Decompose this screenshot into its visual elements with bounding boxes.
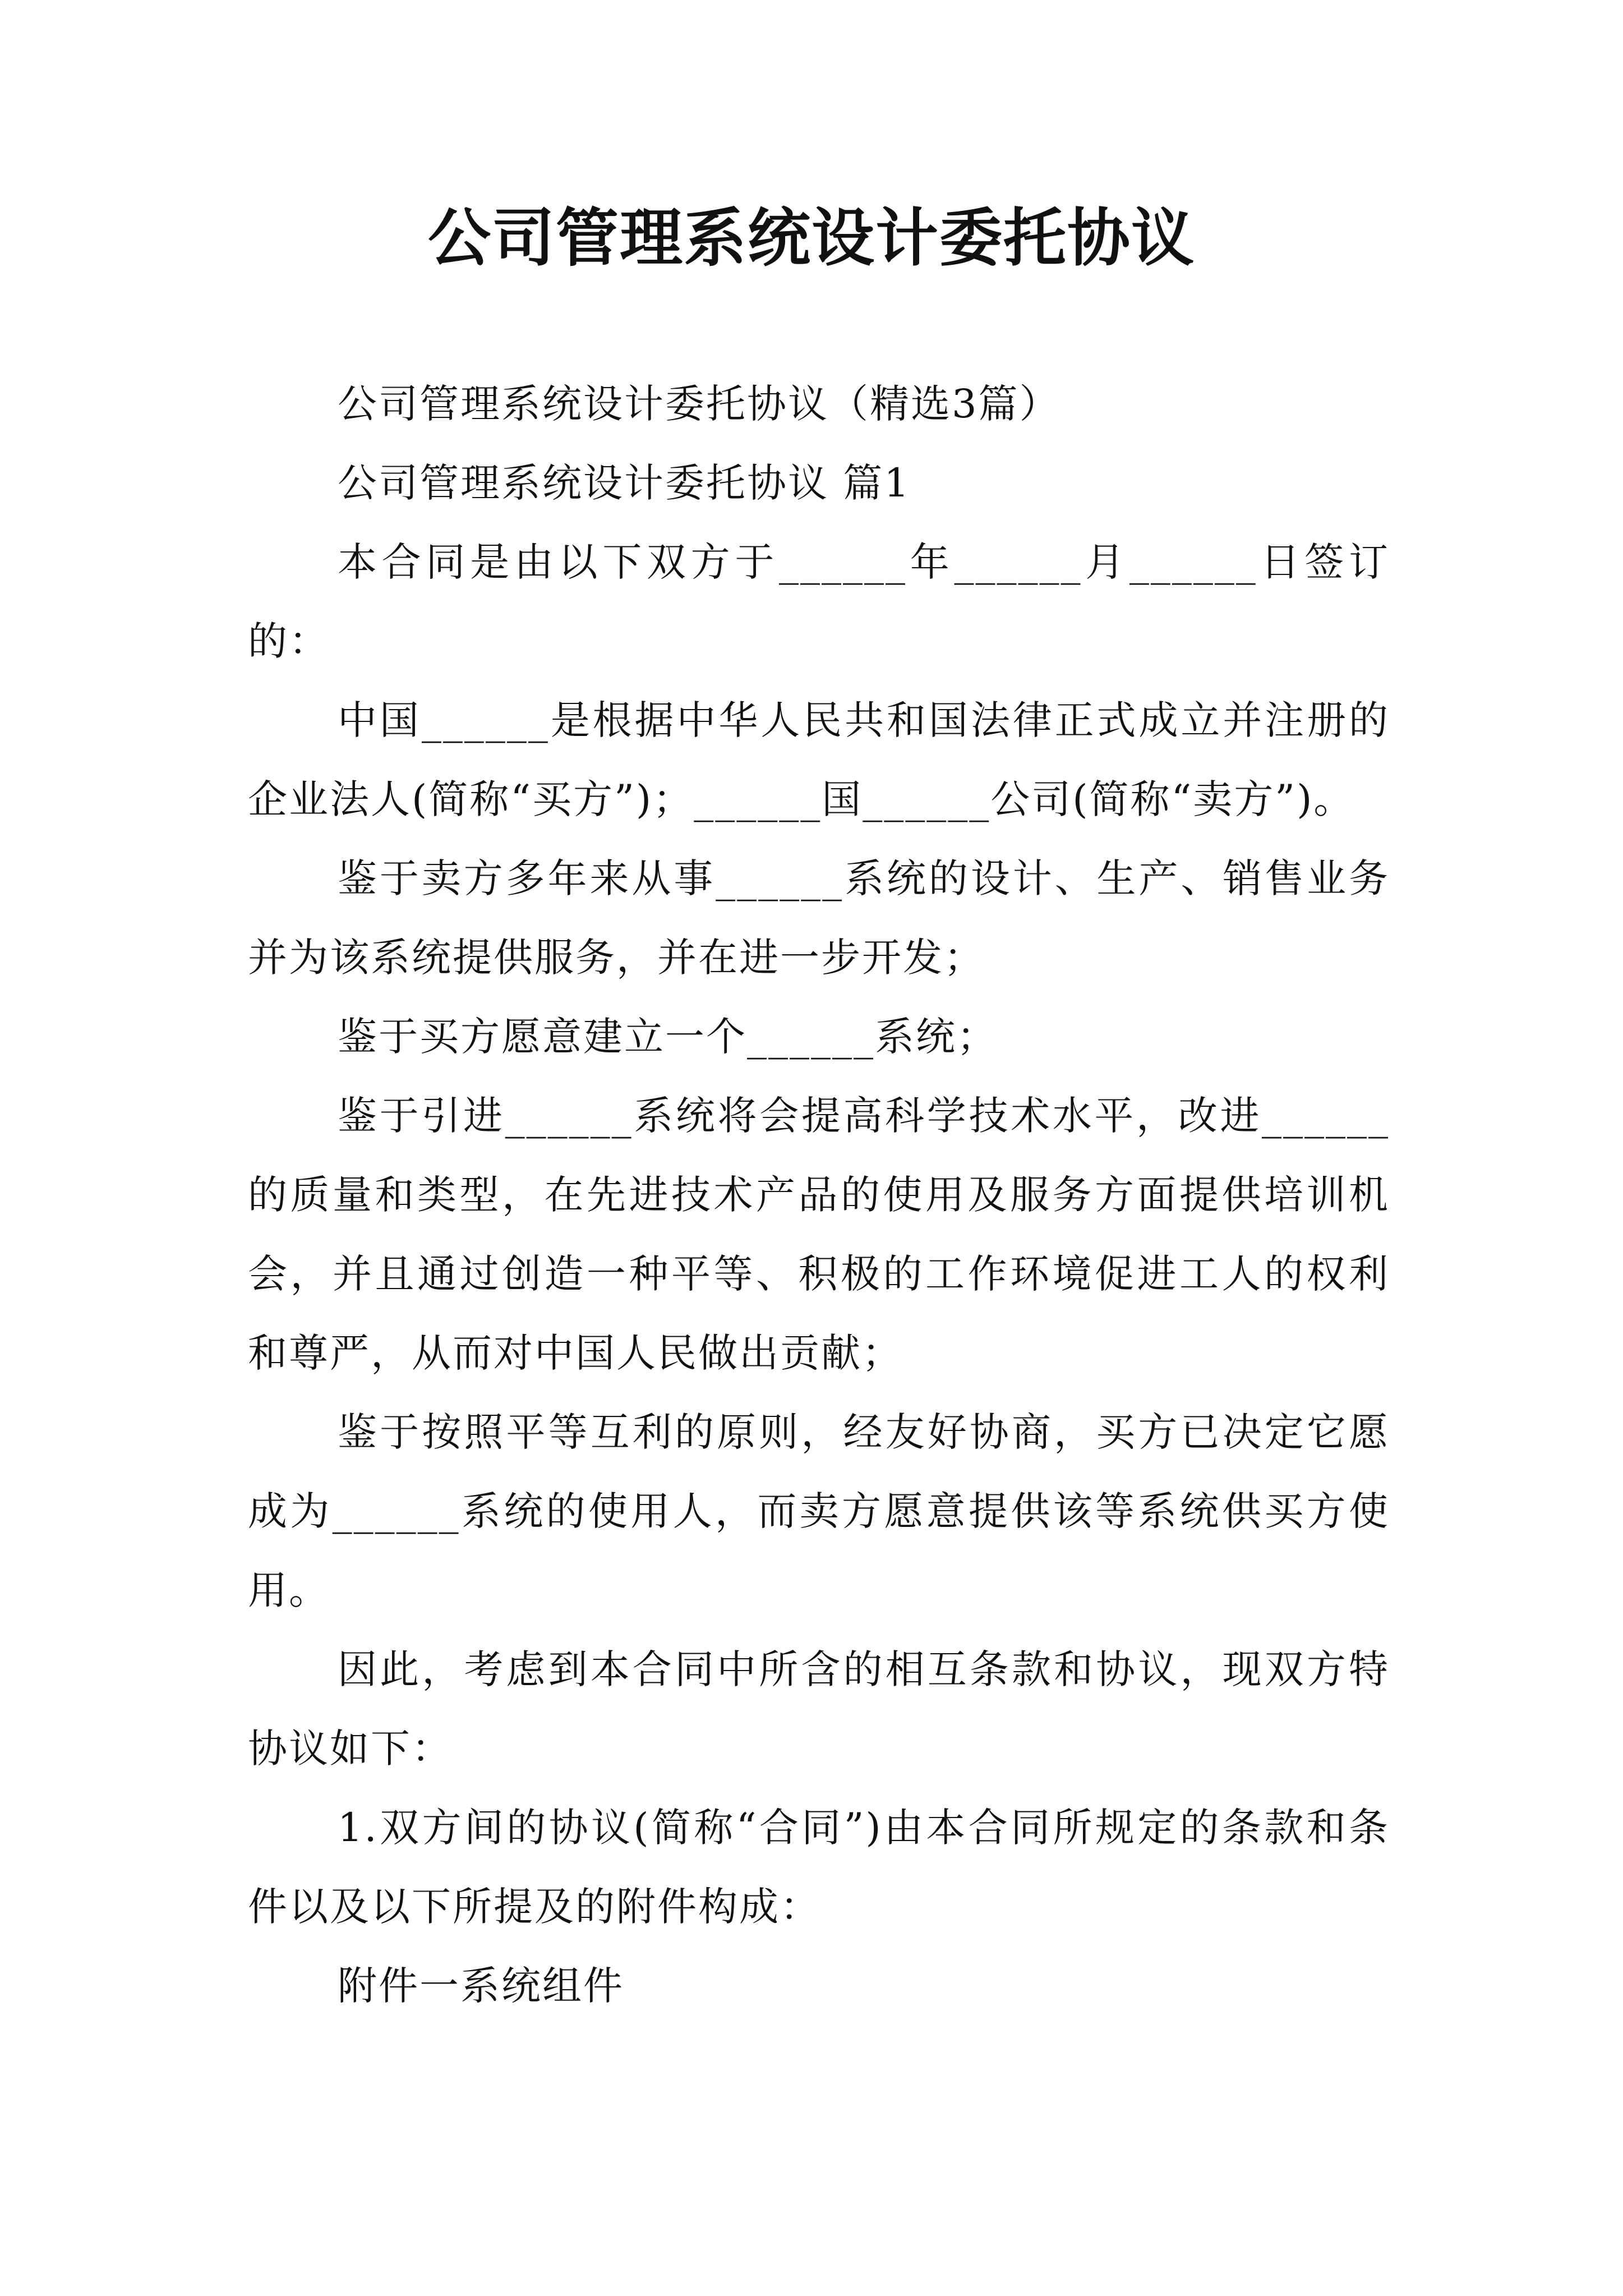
paragraph-introduction-benefits: 鉴于引进______系统将会提高科学技术水平，改进______的质量和类型，在先进技术产品的使用及服务方面提供培训机会，并且通过创造一种平等、积极的工作环境促进工人的权利和尊严，从而对中国人民做出贡献； bbox=[248, 1093, 1390, 1376]
document-title: 公司管理系统设计委托协议 bbox=[428, 201, 1195, 275]
paragraph-parties: 中国______是根据中华人民共和国法律正式成立并注册的企业法人(简称“买方”)；______国______公司(简称“卖方”)。 bbox=[248, 697, 1390, 822]
paragraph-subtitle: 公司管理系统设计委托协议（精选3篇） bbox=[338, 381, 1061, 427]
paragraph-contract-date: 本合同是由以下双方于______年______月______日签订的： bbox=[248, 539, 1390, 664]
paragraph-buyer-intent: 鉴于买方愿意建立一个______系统； bbox=[338, 1014, 998, 1060]
paragraph-mutual-benefit: 鉴于按照平等互利的原则，经友好协商，买方已决定它愿成为______系统的使用人，而卖方愿意提供该等系统供买方使用。 bbox=[248, 1409, 1390, 1613]
paragraph-clause-1: 1.双方间的协议(简称“合同”)由本合同所规定的条款和条件以及以下所提及的附件构成： bbox=[248, 1805, 1390, 1930]
document-body bbox=[248, 365, 1390, 2026]
paragraph-attachment-1: 附件一系统组件 bbox=[338, 1963, 624, 2009]
paragraph-section-heading: 公司管理系统设计委托协议 篇1 bbox=[338, 460, 911, 506]
paragraph-agreement-terms: 因此，考虑到本合同中所含的相互条款和协议，现双方特协议如下： bbox=[248, 1646, 1390, 1772]
paragraph-seller-business: 鉴于卖方多年来从事______系统的设计、生产、销售业务并为该系统提供服务，并在进一步开发； bbox=[248, 855, 1390, 981]
